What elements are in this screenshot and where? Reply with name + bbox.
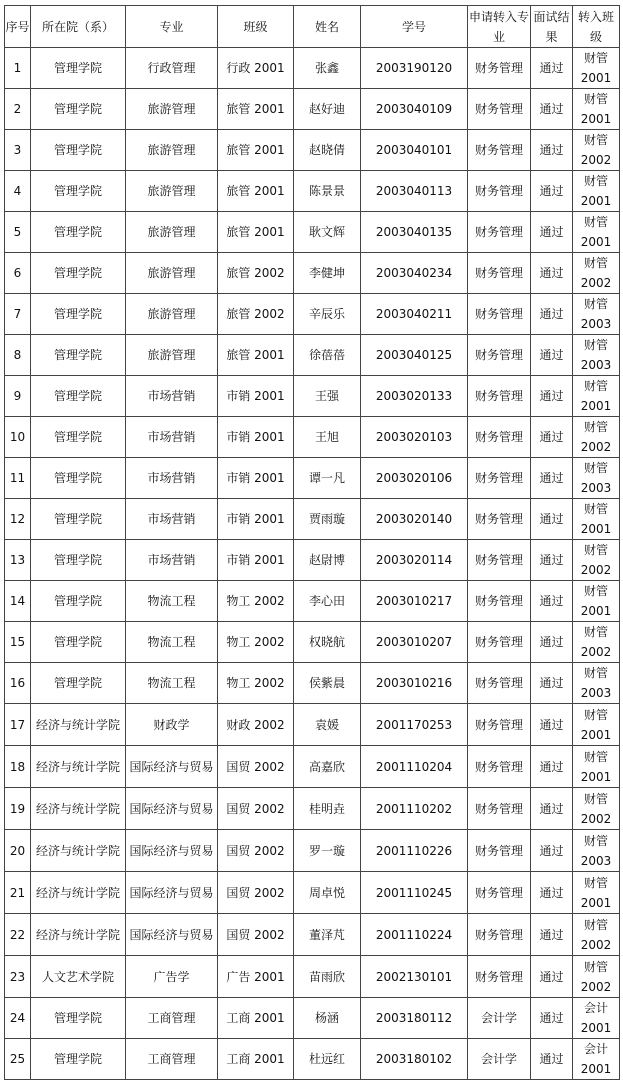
cell-student-id: 2003040125 — [361, 335, 468, 376]
cell-major: 国际经济与贸易 — [126, 788, 218, 830]
table-row — [5, 581, 620, 622]
cell-student-id: 2003020140 — [361, 499, 468, 540]
cell-class: 旅管 2002 — [218, 253, 294, 294]
cell-apply-major: 财务管理 — [468, 872, 531, 914]
cell-dest-class: 财管 2001 — [573, 704, 620, 746]
cell-apply-major: 财务管理 — [468, 581, 531, 622]
cell-dest-class: 财管 2001 — [573, 48, 620, 89]
cell-seq: 24 — [5, 998, 31, 1039]
cell-result: 通过 — [531, 171, 573, 212]
table-row — [5, 830, 620, 872]
cell-college: 管理学院 — [31, 622, 126, 663]
header-class: 班级 — [218, 6, 294, 48]
cell-name: 贾雨璇 — [294, 499, 361, 540]
cell-college: 管理学院 — [31, 417, 126, 458]
cell-major: 物流工程 — [126, 663, 218, 704]
table-row — [5, 171, 620, 212]
cell-major: 广告学 — [126, 956, 218, 998]
cell-class: 旅管 2001 — [218, 212, 294, 253]
cell-student-id: 2003020114 — [361, 540, 468, 581]
cell-dest-class: 财管 2003 — [573, 663, 620, 704]
cell-class: 市销 2001 — [218, 417, 294, 458]
cell-major: 工商管理 — [126, 1039, 218, 1080]
cell-seq: 19 — [5, 788, 31, 830]
cell-seq: 14 — [5, 581, 31, 622]
cell-major: 国际经济与贸易 — [126, 872, 218, 914]
cell-class: 国贸 2002 — [218, 830, 294, 872]
cell-college: 管理学院 — [31, 130, 126, 171]
cell-college: 管理学院 — [31, 458, 126, 499]
cell-college: 管理学院 — [31, 998, 126, 1039]
cell-seq: 25 — [5, 1039, 31, 1080]
cell-college: 管理学院 — [31, 294, 126, 335]
cell-result: 通过 — [531, 998, 573, 1039]
cell-dest-class: 财管 2002 — [573, 417, 620, 458]
cell-class: 国贸 2002 — [218, 746, 294, 788]
table-row — [5, 253, 620, 294]
cell-student-id: 2001110245 — [361, 872, 468, 914]
cell-seq: 3 — [5, 130, 31, 171]
cell-name: 徐蓓蓓 — [294, 335, 361, 376]
cell-name: 侯紫晨 — [294, 663, 361, 704]
cell-result: 通过 — [531, 499, 573, 540]
cell-class: 物工 2002 — [218, 663, 294, 704]
table-row — [5, 417, 620, 458]
table-row — [5, 335, 620, 376]
cell-dest-class: 财管 2003 — [573, 830, 620, 872]
table-row — [5, 914, 620, 956]
cell-class: 旅管 2002 — [218, 294, 294, 335]
cell-student-id: 2001170253 — [361, 704, 468, 746]
cell-apply-major: 财务管理 — [468, 335, 531, 376]
cell-college: 经济与统计学院 — [31, 872, 126, 914]
table-row — [5, 872, 620, 914]
cell-name: 高嘉欣 — [294, 746, 361, 788]
cell-result: 通过 — [531, 130, 573, 171]
cell-major: 市场营销 — [126, 499, 218, 540]
table-row — [5, 89, 620, 130]
header-dest-class: 转入班级 — [573, 6, 620, 48]
cell-college: 管理学院 — [31, 212, 126, 253]
cell-seq: 18 — [5, 746, 31, 788]
header-student-id: 学号 — [361, 6, 468, 48]
table-row — [5, 294, 620, 335]
cell-result: 通过 — [531, 335, 573, 376]
cell-dest-class: 会计 2001 — [573, 1039, 620, 1080]
header-result: 面试结果 — [531, 6, 573, 48]
cell-major: 国际经济与贸易 — [126, 746, 218, 788]
cell-class: 广告 2001 — [218, 956, 294, 998]
cell-seq: 20 — [5, 830, 31, 872]
cell-dest-class: 财管 2002 — [573, 914, 620, 956]
cell-result: 通过 — [531, 663, 573, 704]
cell-name: 谭一凡 — [294, 458, 361, 499]
cell-seq: 11 — [5, 458, 31, 499]
cell-major: 市场营销 — [126, 458, 218, 499]
cell-name: 赵尉博 — [294, 540, 361, 581]
cell-name: 李健坤 — [294, 253, 361, 294]
cell-apply-major: 财务管理 — [468, 499, 531, 540]
cell-class: 物工 2002 — [218, 622, 294, 663]
cell-class: 旅管 2001 — [218, 130, 294, 171]
cell-student-id: 2001110204 — [361, 746, 468, 788]
transfer-table — [4, 5, 620, 1080]
cell-result: 通过 — [531, 914, 573, 956]
cell-college: 管理学院 — [31, 376, 126, 417]
cell-name: 耿文辉 — [294, 212, 361, 253]
table-row — [5, 746, 620, 788]
cell-college: 管理学院 — [31, 499, 126, 540]
cell-college: 管理学院 — [31, 581, 126, 622]
header-apply-major: 申请转入专业 — [468, 6, 531, 48]
cell-student-id: 2001110202 — [361, 788, 468, 830]
cell-seq: 21 — [5, 872, 31, 914]
cell-dest-class: 财管 2002 — [573, 253, 620, 294]
cell-class: 财政 2002 — [218, 704, 294, 746]
cell-seq: 12 — [5, 499, 31, 540]
table-row — [5, 998, 620, 1039]
cell-major: 国际经济与贸易 — [126, 830, 218, 872]
cell-result: 通过 — [531, 417, 573, 458]
cell-name: 桂明垚 — [294, 788, 361, 830]
cell-apply-major: 财务管理 — [468, 130, 531, 171]
cell-student-id: 2003020106 — [361, 458, 468, 499]
cell-apply-major: 财务管理 — [468, 376, 531, 417]
table-row — [5, 48, 620, 89]
cell-apply-major: 财务管理 — [468, 746, 531, 788]
header-name: 姓名 — [294, 6, 361, 48]
cell-result: 通过 — [531, 872, 573, 914]
cell-result: 通过 — [531, 294, 573, 335]
cell-apply-major: 财务管理 — [468, 622, 531, 663]
cell-student-id: 2001110224 — [361, 914, 468, 956]
cell-apply-major: 财务管理 — [468, 294, 531, 335]
cell-seq: 13 — [5, 540, 31, 581]
cell-apply-major: 财务管理 — [468, 663, 531, 704]
table-row — [5, 1039, 620, 1080]
cell-major: 工商管理 — [126, 998, 218, 1039]
table-row — [5, 458, 620, 499]
cell-class: 国贸 2002 — [218, 872, 294, 914]
cell-college: 经济与统计学院 — [31, 704, 126, 746]
cell-major: 物流工程 — [126, 581, 218, 622]
cell-student-id: 2003040113 — [361, 171, 468, 212]
cell-major: 物流工程 — [126, 622, 218, 663]
cell-name: 辛辰乐 — [294, 294, 361, 335]
table-row — [5, 956, 620, 998]
cell-college: 经济与统计学院 — [31, 830, 126, 872]
cell-apply-major: 会计学 — [468, 1039, 531, 1080]
cell-seq: 9 — [5, 376, 31, 417]
cell-apply-major: 会计学 — [468, 998, 531, 1039]
cell-seq: 4 — [5, 171, 31, 212]
cell-apply-major: 财务管理 — [468, 788, 531, 830]
cell-college: 管理学院 — [31, 663, 126, 704]
cell-result: 通过 — [531, 956, 573, 998]
cell-student-id: 2003040211 — [361, 294, 468, 335]
cell-result: 通过 — [531, 746, 573, 788]
cell-class: 物工 2002 — [218, 581, 294, 622]
cell-name: 赵好迪 — [294, 89, 361, 130]
cell-dest-class: 财管 2001 — [573, 872, 620, 914]
cell-seq: 2 — [5, 89, 31, 130]
header-seq: 序号 — [5, 6, 31, 48]
cell-seq: 15 — [5, 622, 31, 663]
cell-dest-class: 财管 2001 — [573, 89, 620, 130]
cell-college: 管理学院 — [31, 335, 126, 376]
cell-seq: 22 — [5, 914, 31, 956]
cell-student-id: 2003190120 — [361, 48, 468, 89]
cell-name: 罗一璇 — [294, 830, 361, 872]
cell-college: 管理学院 — [31, 540, 126, 581]
cell-dest-class: 财管 2001 — [573, 746, 620, 788]
cell-dest-class: 财管 2003 — [573, 335, 620, 376]
cell-result: 通过 — [531, 212, 573, 253]
cell-name: 王旭 — [294, 417, 361, 458]
cell-college: 经济与统计学院 — [31, 788, 126, 830]
cell-seq: 6 — [5, 253, 31, 294]
cell-result: 通过 — [531, 830, 573, 872]
table-row — [5, 788, 620, 830]
cell-dest-class: 财管 2001 — [573, 581, 620, 622]
cell-major: 市场营销 — [126, 417, 218, 458]
cell-class: 市销 2001 — [218, 540, 294, 581]
cell-dest-class: 财管 2003 — [573, 458, 620, 499]
cell-result: 通过 — [531, 788, 573, 830]
cell-apply-major: 财务管理 — [468, 212, 531, 253]
cell-result: 通过 — [531, 704, 573, 746]
cell-major: 旅游管理 — [126, 294, 218, 335]
cell-name: 王强 — [294, 376, 361, 417]
cell-seq: 5 — [5, 212, 31, 253]
cell-major: 市场营销 — [126, 540, 218, 581]
cell-seq: 7 — [5, 294, 31, 335]
table-row — [5, 663, 620, 704]
cell-college: 管理学院 — [31, 253, 126, 294]
cell-apply-major: 财务管理 — [468, 704, 531, 746]
cell-result: 通过 — [531, 253, 573, 294]
header-college: 所在院（系） — [31, 6, 126, 48]
cell-name: 袁媛 — [294, 704, 361, 746]
cell-student-id: 2003180102 — [361, 1039, 468, 1080]
table-row — [5, 212, 620, 253]
header-row — [5, 6, 620, 48]
cell-college: 经济与统计学院 — [31, 746, 126, 788]
cell-result: 通过 — [531, 1039, 573, 1080]
cell-major: 国际经济与贸易 — [126, 914, 218, 956]
cell-student-id: 2003020103 — [361, 417, 468, 458]
cell-dest-class: 财管 2002 — [573, 130, 620, 171]
table-row — [5, 130, 620, 171]
cell-student-id: 2001110226 — [361, 830, 468, 872]
cell-apply-major: 财务管理 — [468, 253, 531, 294]
cell-major: 行政管理 — [126, 48, 218, 89]
header-major: 专业 — [126, 6, 218, 48]
cell-apply-major: 财务管理 — [468, 89, 531, 130]
cell-student-id: 2003040234 — [361, 253, 468, 294]
cell-student-id: 2003180112 — [361, 998, 468, 1039]
cell-result: 通过 — [531, 89, 573, 130]
cell-name: 苗雨欣 — [294, 956, 361, 998]
cell-result: 通过 — [531, 376, 573, 417]
cell-college: 管理学院 — [31, 1039, 126, 1080]
table-row — [5, 540, 620, 581]
cell-apply-major: 财务管理 — [468, 171, 531, 212]
cell-name: 权晓航 — [294, 622, 361, 663]
cell-apply-major: 财务管理 — [468, 48, 531, 89]
cell-name: 赵晓倩 — [294, 130, 361, 171]
cell-class: 工商 2001 — [218, 998, 294, 1039]
cell-dest-class: 财管 2002 — [573, 622, 620, 663]
cell-dest-class: 财管 2002 — [573, 540, 620, 581]
cell-student-id: 2002130101 — [361, 956, 468, 998]
cell-result: 通过 — [531, 458, 573, 499]
cell-seq: 23 — [5, 956, 31, 998]
cell-dest-class: 财管 2001 — [573, 212, 620, 253]
cell-name: 董泽芃 — [294, 914, 361, 956]
cell-class: 旅管 2001 — [218, 335, 294, 376]
cell-student-id: 2003040135 — [361, 212, 468, 253]
cell-major: 旅游管理 — [126, 212, 218, 253]
cell-class: 国贸 2002 — [218, 788, 294, 830]
cell-dest-class: 财管 2002 — [573, 956, 620, 998]
cell-dest-class: 财管 2001 — [573, 376, 620, 417]
cell-seq: 1 — [5, 48, 31, 89]
cell-major: 财政学 — [126, 704, 218, 746]
cell-student-id: 2003040101 — [361, 130, 468, 171]
cell-college: 管理学院 — [31, 89, 126, 130]
cell-student-id: 2003040109 — [361, 89, 468, 130]
table-row — [5, 499, 620, 540]
cell-result: 通过 — [531, 622, 573, 663]
cell-apply-major: 财务管理 — [468, 830, 531, 872]
table-row — [5, 376, 620, 417]
cell-name: 李心田 — [294, 581, 361, 622]
cell-college: 经济与统计学院 — [31, 914, 126, 956]
table-row — [5, 704, 620, 746]
cell-seq: 17 — [5, 704, 31, 746]
cell-class: 市销 2001 — [218, 458, 294, 499]
cell-major: 旅游管理 — [126, 89, 218, 130]
cell-apply-major: 财务管理 — [468, 956, 531, 998]
cell-student-id: 2003010216 — [361, 663, 468, 704]
cell-student-id: 2003010217 — [361, 581, 468, 622]
cell-class: 旅管 2001 — [218, 89, 294, 130]
cell-name: 周卓悦 — [294, 872, 361, 914]
cell-name: 杜远红 — [294, 1039, 361, 1080]
cell-class: 旅管 2001 — [218, 171, 294, 212]
cell-student-id: 2003010207 — [361, 622, 468, 663]
cell-major: 旅游管理 — [126, 335, 218, 376]
cell-dest-class: 财管 2003 — [573, 294, 620, 335]
cell-apply-major: 财务管理 — [468, 540, 531, 581]
cell-major: 旅游管理 — [126, 253, 218, 294]
cell-seq: 8 — [5, 335, 31, 376]
cell-dest-class: 财管 2001 — [573, 499, 620, 540]
cell-class: 市销 2001 — [218, 376, 294, 417]
cell-name: 陈景景 — [294, 171, 361, 212]
cell-class: 行政 2001 — [218, 48, 294, 89]
cell-dest-class: 财管 2002 — [573, 788, 620, 830]
cell-major: 市场营销 — [126, 376, 218, 417]
cell-major: 旅游管理 — [126, 130, 218, 171]
cell-student-id: 2003020133 — [361, 376, 468, 417]
cell-apply-major: 财务管理 — [468, 914, 531, 956]
cell-dest-class: 财管 2001 — [573, 171, 620, 212]
cell-name: 张鑫 — [294, 48, 361, 89]
cell-college: 人文艺术学院 — [31, 956, 126, 998]
cell-dest-class: 会计 2001 — [573, 998, 620, 1039]
cell-major: 旅游管理 — [126, 171, 218, 212]
cell-college: 管理学院 — [31, 171, 126, 212]
cell-college: 管理学院 — [31, 48, 126, 89]
cell-result: 通过 — [531, 48, 573, 89]
cell-class: 国贸 2002 — [218, 914, 294, 956]
cell-result: 通过 — [531, 581, 573, 622]
cell-seq: 16 — [5, 663, 31, 704]
cell-class: 市销 2001 — [218, 499, 294, 540]
cell-class: 工商 2001 — [218, 1039, 294, 1080]
cell-apply-major: 财务管理 — [468, 458, 531, 499]
cell-seq: 10 — [5, 417, 31, 458]
cell-apply-major: 财务管理 — [468, 417, 531, 458]
cell-result: 通过 — [531, 540, 573, 581]
cell-name: 杨涵 — [294, 998, 361, 1039]
table-row — [5, 622, 620, 663]
